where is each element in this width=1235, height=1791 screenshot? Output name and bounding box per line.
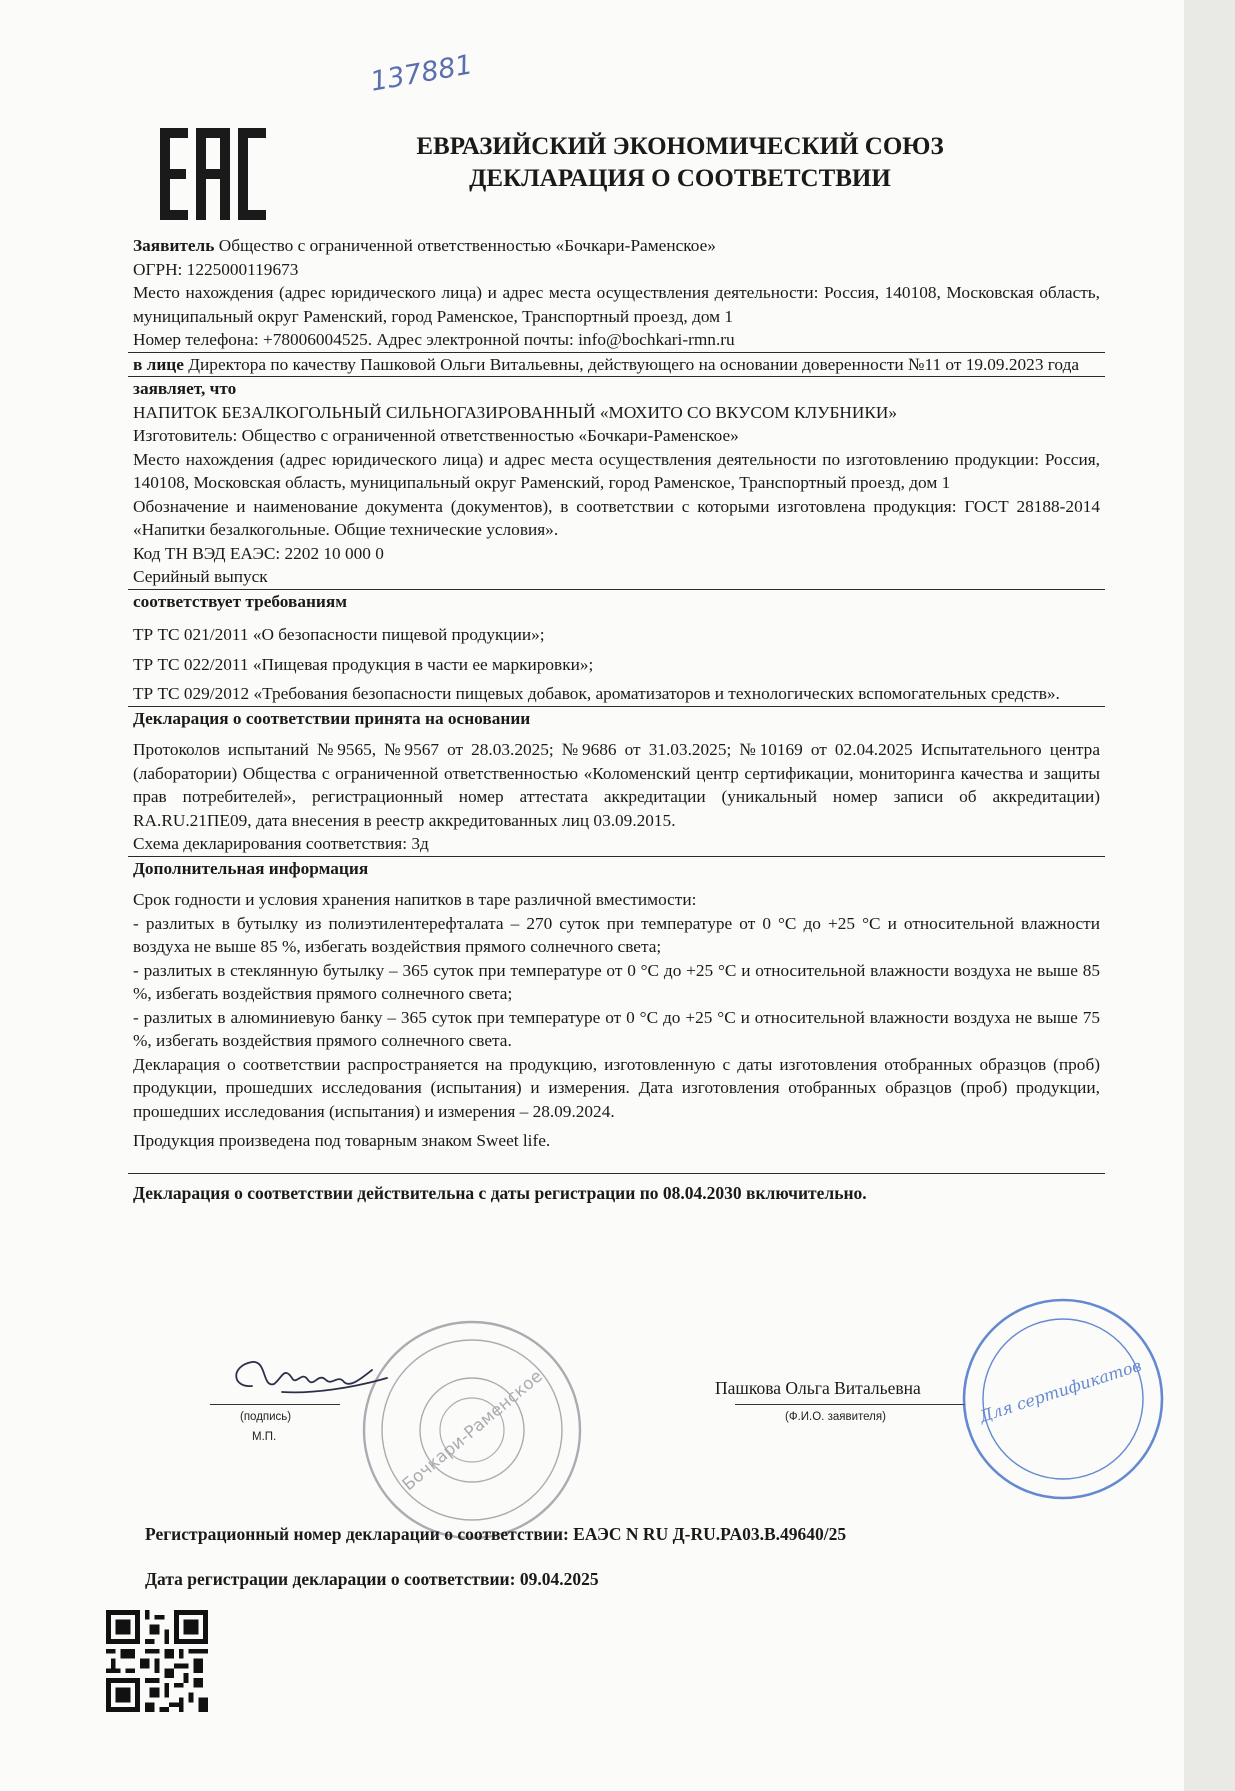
stamp-text: Для сертификатов: [977, 1355, 1144, 1427]
registration-number: Регистрационный номер декларации о соответствии: ЕАЭС N RU Д-RU.PA03.B.49640/25: [145, 1524, 847, 1544]
signer-name: Пашкова Ольга Витальевна: [715, 1378, 921, 1398]
name-line: [735, 1404, 965, 1405]
company-seal-icon: [360, 1318, 584, 1542]
storage-intro: Срок годности и условия хранения напитков в таре различной вместимости:: [133, 890, 697, 909]
scan-margin: [1184, 0, 1235, 1791]
representative-text: Директора по качеству Пашковой Ольги Витальевны, действующего на основании доверенности №11 от 19.09.2023 года: [188, 354, 1080, 374]
product-name: НАПИТОК БЕЗАЛКОГОЛЬНЫЙ СИЛЬНОГАЗИРОВАННЫЙ «МОХИТО СО ВКУСОМ КЛУБНИКИ»: [133, 402, 898, 422]
tnved-code: Код ТН ВЭД ЕАЭС: 2202 10 000 0: [133, 543, 384, 563]
applicant-address: Место нахождения (адрес юридического лица) и адрес места осуществления деятельности: Россия, 140108, Московская область, муниципальный округ Раменский, город Раменское, Транспортный проезд, дом 1: [133, 283, 1100, 326]
declaration-body: [133, 234, 1100, 1205]
declaration-scope: Декларация о соответствии распространяется на продукцию, изготовленную с даты изготовления отобранных образцов (проб) продукции, прошедших исследования (испытания) и измерения. Дата изготовления отобранных образцов (проб) продукции, прошедших исследования (испытания) и измерения – 28.09.2024.: [133, 1054, 1100, 1121]
requirement-item: ТР ТС 022/2011 «Пищевая продукция в части ее маркировки»;: [133, 654, 594, 674]
storage-item: - разлитых в стеклянную бутылку – 365 суток при температуре от 0 °С до +25 °С и относительной влажности воздуха не выше 85 %, избегать воздействия прямого солнечного света;: [133, 960, 1100, 1003]
requirement-item: ТР ТС 029/2012 «Требования безопасности пищевых добавок, ароматизаторов и технологических вспомогательных средств».: [133, 684, 1060, 703]
seal-text: Бочкари-Раменское: [398, 1366, 547, 1496]
signature-label: (подпись): [240, 1411, 292, 1423]
applicant-label: Заявитель: [133, 236, 215, 255]
document-header: [360, 131, 1000, 195]
declaration-scheme: Схема декларирования соответствия: 3д: [133, 834, 429, 853]
basis-text: Протоколов испытаний №9565, №9567 от 28.03.2025; №9686 от 31.03.2025; №10169 от 02.04.2025 Испытательного центра (лаборатории) Общества с ограниченной ответственностью «Коломенский центр сертификации, мониторинга качества и защиты прав потребителей», регистрационный номер аттестата аккредитации (уникальный номер записи об аккредитации) RA.RU.21ПЕ09, дата внесения в реестр аккредитованных лиц 03.09.2015.: [133, 740, 1100, 830]
manufacturer-address: Место нахождения (адрес юридического лица) и адрес места осуществления деятельности по изготовлению продукции: Россия, 140108, Московская область, муниципальный округ Раменский, город Раменское, Транспортный проезд, дом 1: [133, 449, 1100, 492]
document-title: ДЕКЛАРАЦИЯ О СООТВЕТСТВИИ: [469, 165, 891, 192]
additional-label: Дополнительная информация: [133, 858, 369, 878]
signature-line: [210, 1404, 340, 1405]
storage-item: - разлитых в алюминиевую банку – 365 суток при температуре от 0 °С до +25 °С и относительной влажности воздуха не выше 75 %, избегать воздействия прямого солнечного света.: [133, 1007, 1100, 1050]
declares-label: заявляет, что: [133, 379, 237, 398]
requirements-label: соответствует требованиям: [133, 591, 348, 611]
representative-label: в лице: [133, 354, 184, 374]
standard-documents: Обозначение и наименование документа (документов), в соответствии с которыми изготовлена продукция: ГОСТ 28188-2014 «Напитки безалкогольные. Общие технические условия».: [133, 496, 1100, 539]
applicant-name: Общество с ограниченной ответственностью «Бочкари-Раменское»: [218, 236, 716, 255]
certificate-stamp-icon: [960, 1296, 1166, 1502]
series-type: Серийный выпуск: [133, 567, 268, 586]
signature-icon: [222, 1348, 392, 1408]
basis-label: Декларация о соответствии принята на основании: [133, 708, 531, 728]
requirement-item: ТР ТС 021/2011 «О безопасности пищевой продукции»;: [133, 625, 545, 644]
trademark: Продукция произведена под товарным знаком Sweet life.: [133, 1131, 551, 1150]
eac-logo-icon: [160, 128, 266, 220]
manufacturer: Изготовитель: Общество с ограниченной ответственностью «Бочкари-Раменское»: [133, 426, 739, 445]
handwritten-number: 137881: [368, 49, 475, 98]
applicant-contacts: Номер телефона: +78006004525. Адрес электронной почты: info@bochkari-rmn.ru: [133, 330, 735, 349]
registration-date: Дата регистрации декларации о соответствии: 09.04.2025: [145, 1569, 599, 1589]
name-label: (Ф.И.О. заявителя): [785, 1411, 886, 1423]
qr-code-icon: [106, 1610, 208, 1712]
seal-label: М.П.: [252, 1431, 277, 1443]
storage-item: - разлитых в бутылку из полиэтилентерефталата – 270 суток при температуре от 0 °С до +25 °С и относительной влажности воздуха не выше 85 %, избегать воздействия прямого солнечного света;: [133, 913, 1100, 956]
validity-statement: Декларация о соответствии действительна с даты регистрации по 08.04.2030 включительно.: [128, 1173, 1105, 1206]
union-title: ЕВРАЗИЙСКИЙ ЭКОНОМИЧЕСКИЙ СОЮЗ: [416, 133, 944, 160]
applicant-ogrn: ОГРН: 1225000119673: [133, 259, 299, 279]
